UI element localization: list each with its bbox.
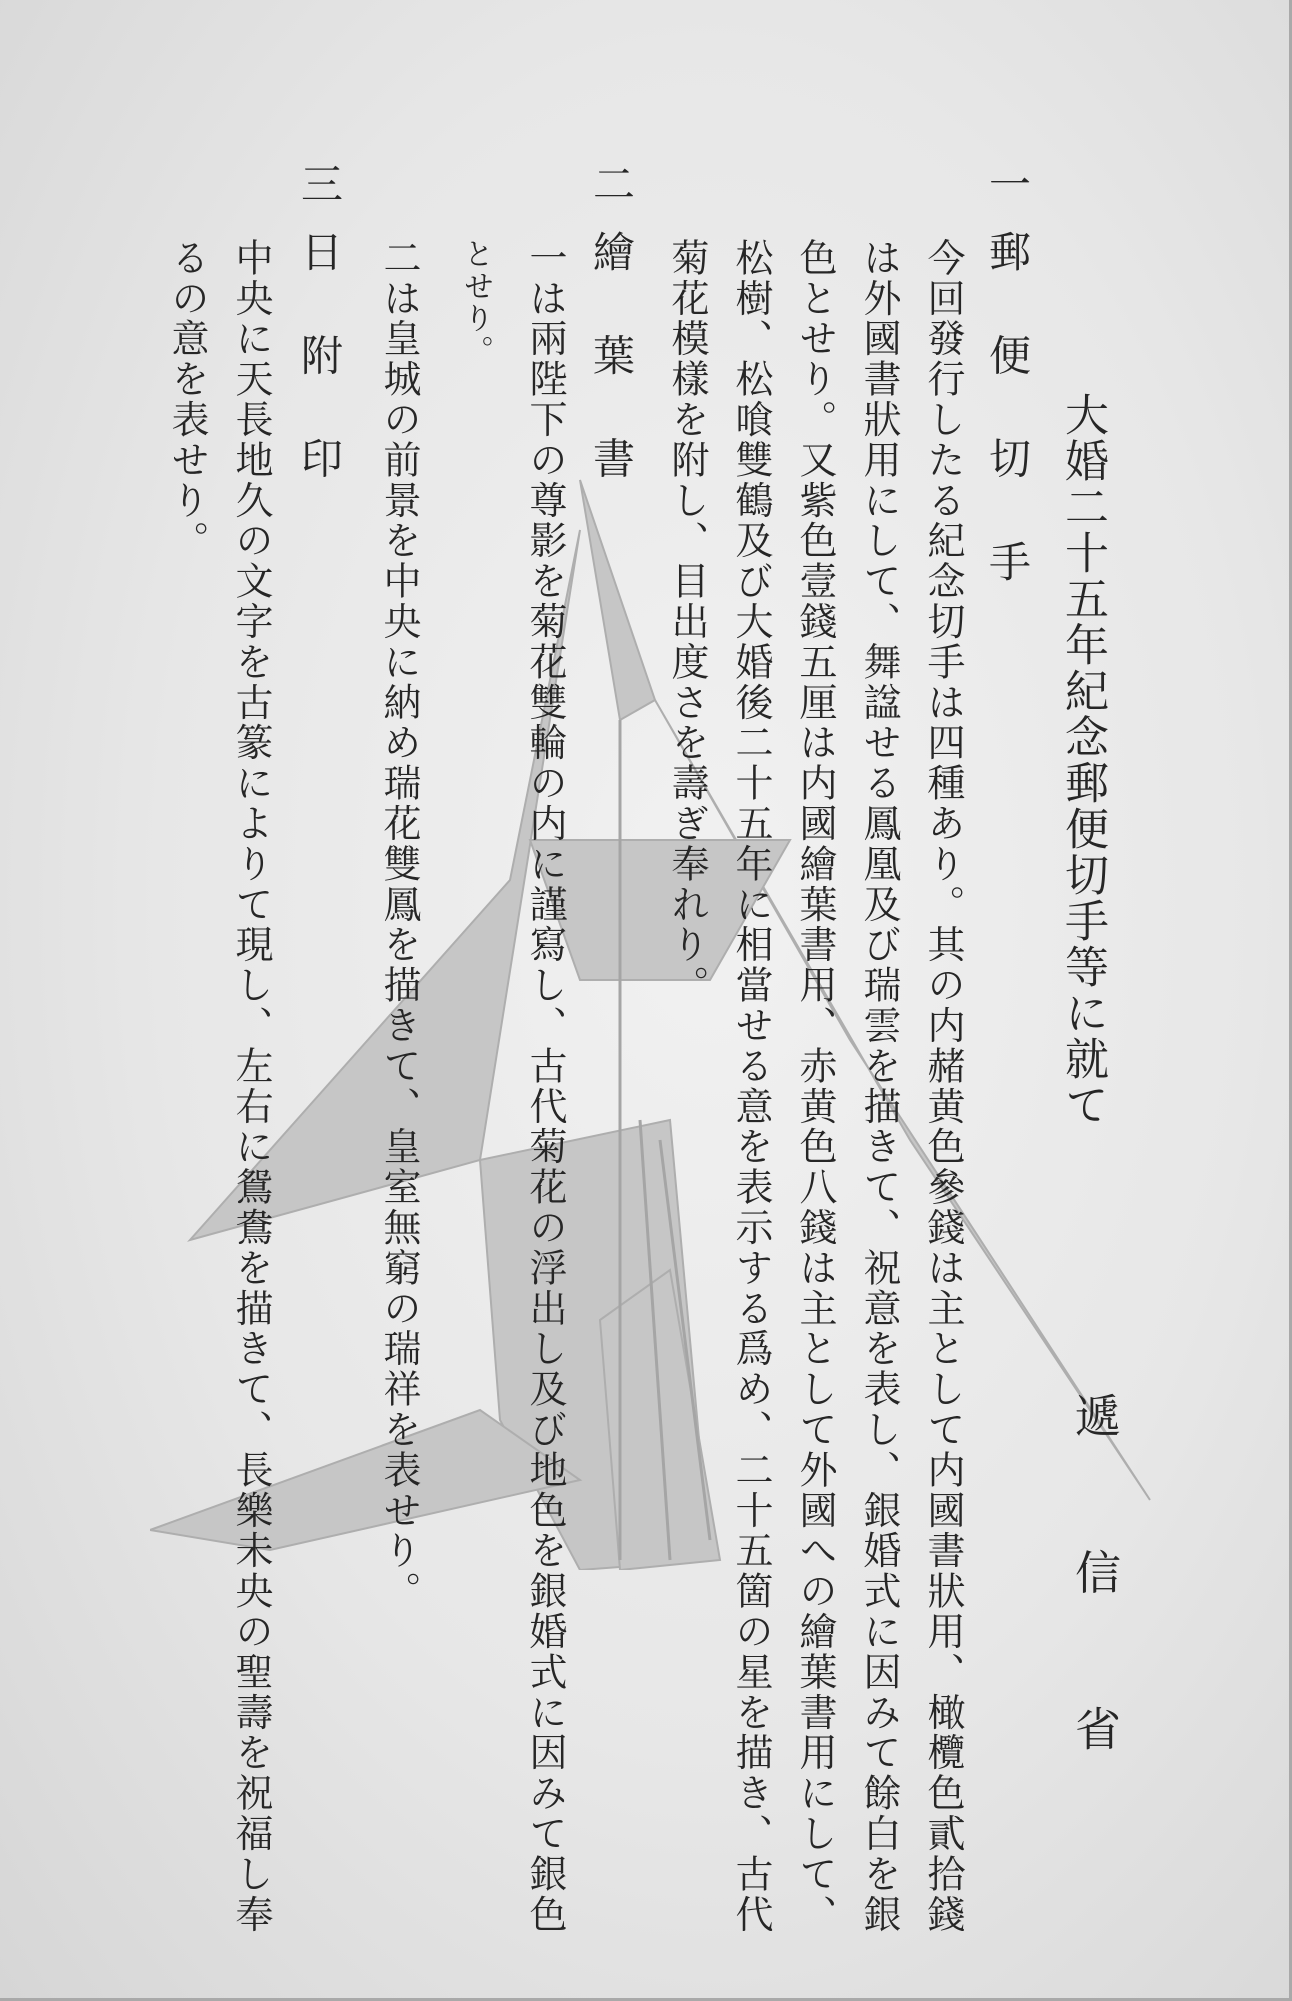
section-1-line-1: 今回發行したる紀念切手は四種あり。其の内赭黄色參錢は主として内國書狀用、橄欖色貳拾錢 bbox=[921, 238, 965, 1935]
section-1-line-4: 松樹、松喰雙鶴及び大婚後二十五年に相當せる意を表示する爲め、二十五箇の星を描き、古代 bbox=[729, 238, 773, 1935]
section-3-line-2: るの意を表せり。 bbox=[165, 238, 209, 562]
section-1-line-3: 色とせり。又紫色壹錢五厘は内國繪葉書用、赤黄色八錢は主として外國への繪葉書用にして、 bbox=[793, 238, 837, 1935]
section-1-number: 一 bbox=[983, 162, 1032, 204]
section-2-line-1: 一は兩陛下の尊影を菊花雙輪の内に謹寫し、古代菊花の浮出し及び地色を銀婚式に因みて銀色 bbox=[523, 238, 567, 1935]
section-2-line-2: とせり。 bbox=[458, 238, 493, 368]
issuer-name: 遞 信 省 bbox=[1068, 1392, 1122, 1800]
section-2-line-3: 二は皇城の前景を中央に納め瑞花雙鳳を描きて、皇室無窮の瑞祥を表せり。 bbox=[377, 238, 421, 1612]
section-3-heading bbox=[295, 162, 344, 503]
section-3-title: 日 附 印 bbox=[295, 230, 344, 503]
section-2-title: 繪 葉 書 bbox=[587, 230, 636, 503]
section-3-number: 三 bbox=[295, 162, 344, 204]
section-1-line-5: 菊花模樣を附し、目出度さを壽ぎ奉れり。 bbox=[665, 238, 709, 1006]
section-1-heading bbox=[983, 162, 1032, 607]
section-2-heading bbox=[587, 162, 636, 503]
section-3-line-1: 中央に天長地久の文字を古篆によりて現し、左右に鴛鴦を描きて、長樂未央の聖壽を祝福し奉 bbox=[229, 238, 273, 1935]
section-1-line-2: は外國書狀用にして、舞諡せる鳳凰及び瑞雲を描きて、祝意を表し、銀婚式に因みて餘白を銀 bbox=[857, 238, 901, 1935]
section-1-title: 郵 便 切 手 bbox=[983, 230, 1032, 607]
section-2-number: 二 bbox=[587, 162, 636, 204]
document-title: 大婚二十五年紀念郵便切手等に就て bbox=[1057, 392, 1108, 1128]
